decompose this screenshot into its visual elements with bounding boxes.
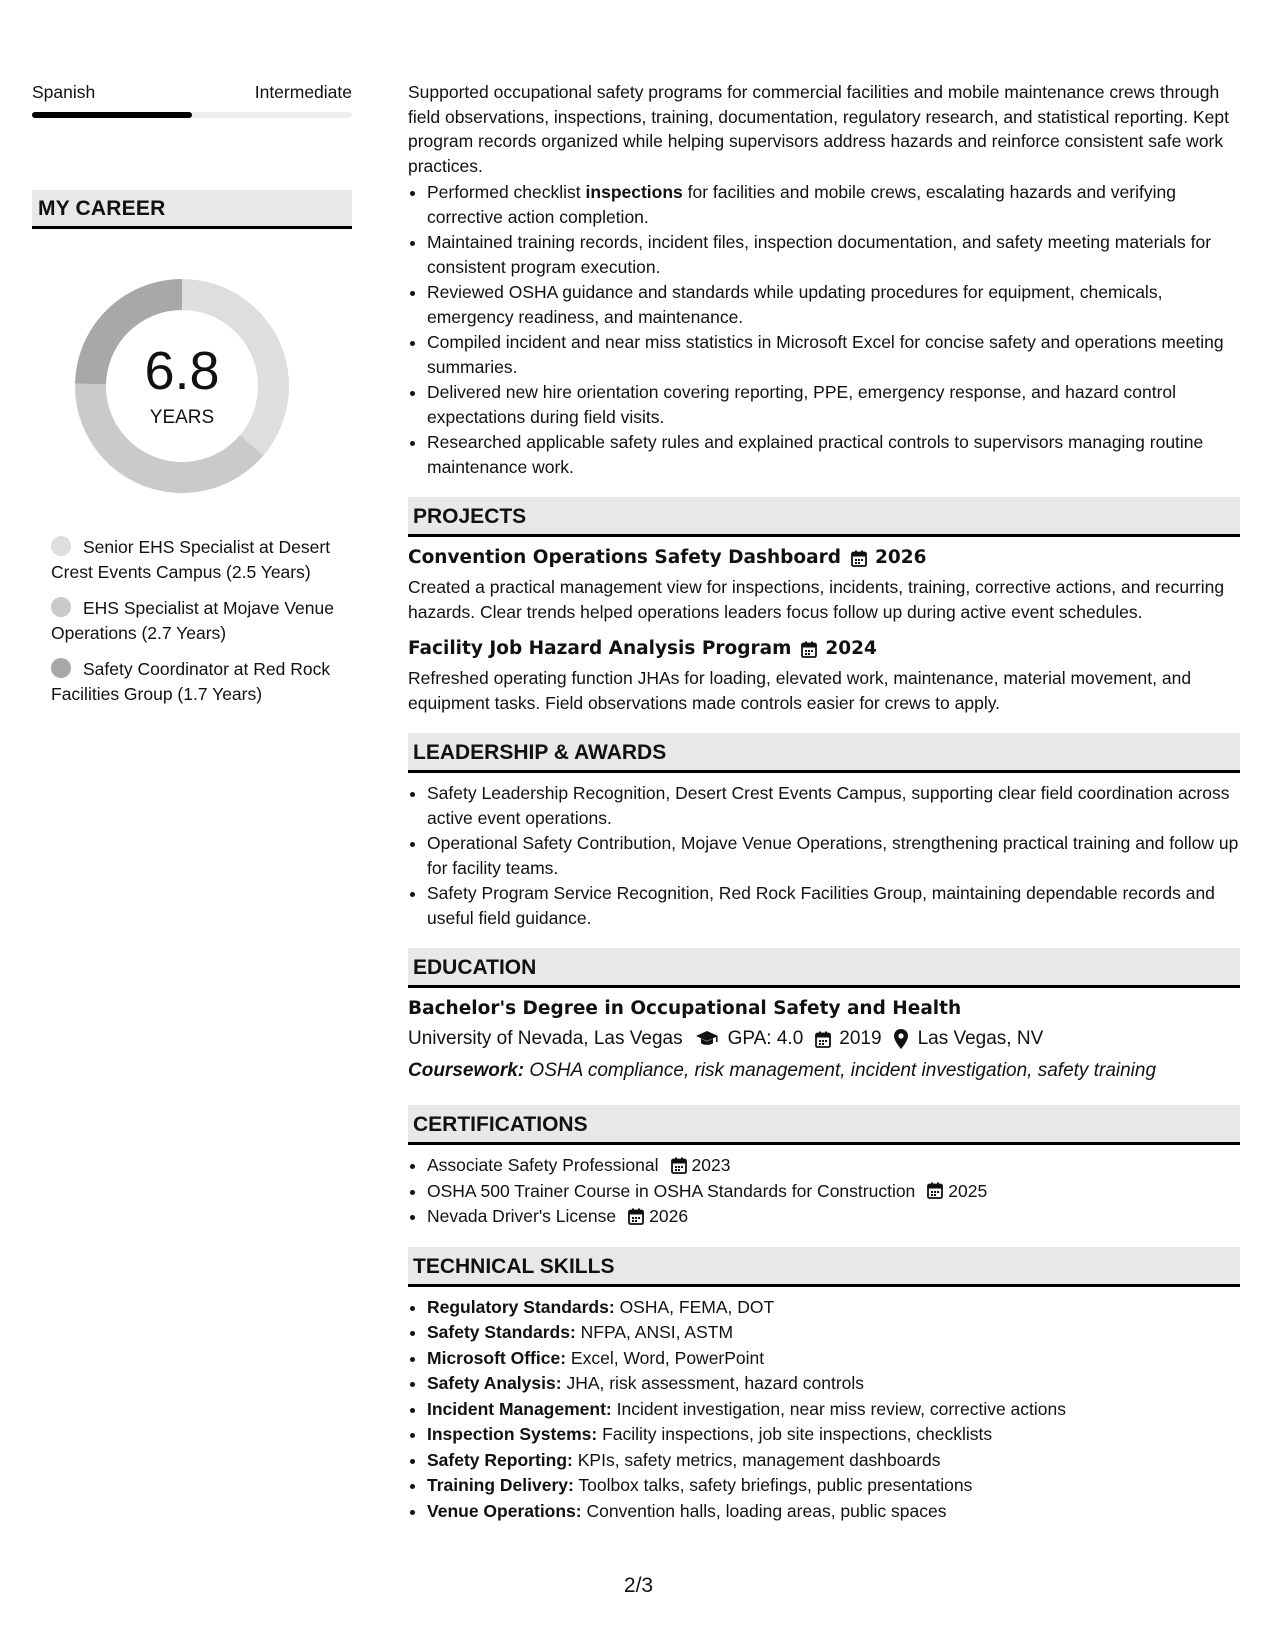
career-item-label: Safety Coordinator at Red Rock Facilities Group (1.7 Years) [51, 659, 331, 704]
certification-item [427, 1179, 1240, 1204]
career-item-label: Senior EHS Specialist at Desert Crest Events Campus (2.5 Years) [51, 537, 331, 582]
education-school: University of Nevada, Las Vegas [408, 1028, 683, 1049]
project-item [408, 545, 1240, 624]
education-details [408, 1025, 1240, 1053]
career-legend-item [51, 596, 352, 645]
projects-heading: PROJECTS [408, 497, 1240, 537]
main-content [408, 80, 1240, 1524]
skill-value: Facility inspections, job site inspections, checklists [602, 1424, 993, 1444]
map-pin-icon [894, 1029, 908, 1049]
skill-item [427, 1448, 1240, 1473]
bullet-text-post: for facilities and mobile crews, escalating hazards and verifying corrective action completion. [427, 182, 1176, 227]
skill-item [427, 1499, 1240, 1524]
skill-label: Microsoft Office: [427, 1347, 567, 1368]
leadership-item: • Operational Safety Contribution, Mojave Venue Operations, strengthening practical training and follow up for facility teams. [427, 831, 1240, 880]
language-name: Spanish [32, 82, 96, 102]
education-heading: EDUCATION [408, 948, 1240, 988]
language-proficiency-bar [32, 112, 352, 118]
skill-value: Excel, Word, PowerPoint [570, 1347, 765, 1368]
coursework-label: Coursework: [408, 1060, 525, 1081]
donut-center [67, 271, 297, 501]
project-year: 2024 [825, 638, 877, 659]
skill-label: Incident Management: [427, 1398, 612, 1419]
skill-item [427, 1346, 1240, 1371]
skill-value: OSHA, FEMA, DOT [619, 1296, 775, 1317]
skill-value: Incident investigation, near miss review, corrective actions [616, 1398, 1066, 1419]
career-item-label: EHS Specialist at Mojave Venue Operations (2.7 Years) [51, 598, 334, 643]
education-location-group [894, 1025, 1044, 1053]
experience-bullet: • Compiled incident and near miss statistics in Microsoft Excel for concise safety and operations meeting summaries. [427, 330, 1240, 379]
skill-value: Toolbox talks, safety briefings, public presentations [578, 1475, 973, 1495]
career-legend [32, 535, 352, 706]
bullet-text-pre: Performed checklist [427, 182, 586, 202]
experience-bullet: • Reviewed OSHA guidance and standards while updating procedures for equipment, chemicals, emergency readiness, and maintenance. [427, 280, 1240, 329]
certification-date [628, 1204, 688, 1229]
skill-item [427, 1371, 1240, 1396]
calendar-icon [851, 550, 867, 567]
certification-date [671, 1153, 731, 1178]
certification-item [427, 1204, 1240, 1229]
calendar-icon [628, 1208, 644, 1225]
skill-label: Venue Operations: [427, 1500, 582, 1521]
certification-year: 2023 [691, 1155, 731, 1175]
certifications-list [408, 1153, 1240, 1229]
skills-list [408, 1295, 1240, 1524]
experience-bullet: • Researched applicable safety rules and explained practical controls to supervisors managing routine maintenance work. [427, 430, 1240, 479]
leadership-heading: LEADERSHIP & AWARDS [408, 733, 1240, 773]
certifications-heading: CERTIFICATIONS [408, 1105, 1240, 1145]
certification-date [927, 1179, 987, 1204]
certification-name: • Associate Safety Professional [427, 1155, 659, 1175]
certification-year: 2025 [948, 1180, 988, 1201]
total-years-value: 6.8 [144, 341, 220, 401]
education-gpa: GPA: 4.0 [727, 1028, 804, 1049]
experience-bullet: • Maintained training records, incident files, inspection documentation, and safety meeting materials for consistent program execution. [427, 230, 1240, 279]
legend-dot-icon [51, 597, 71, 617]
certification-name: • OSHA 500 Trainer Course in OSHA Standards for Construction [427, 1180, 916, 1201]
experience-bullet: • Delivered new hire orientation covering reporting, PPE, emergency response, and hazard control expectations during field visits. [427, 380, 1240, 429]
career-donut-chart [67, 271, 297, 501]
leadership-item: • Safety Program Service Recognition, Red Rock Facilities Group, maintaining dependable records and useful field guidance. [427, 881, 1240, 930]
skill-value: KPIs, safety metrics, management dashboards [577, 1449, 941, 1470]
total-years-unit: YEARS [149, 407, 215, 428]
skill-label: Safety Reporting: [427, 1449, 573, 1470]
project-date [851, 545, 927, 571]
skill-label: Regulatory Standards: [427, 1296, 615, 1317]
skill-item [427, 1397, 1240, 1422]
education-coursework [408, 1057, 1240, 1085]
education-year-group [815, 1025, 881, 1053]
calendar-icon [927, 1182, 943, 1199]
career-heading: MY CAREER [32, 190, 352, 229]
skill-item [427, 1473, 1240, 1498]
coursework-text: OSHA compliance, risk management, incident investigation, safety training [529, 1060, 1157, 1081]
skill-value: NFPA, ANSI, ASTM [580, 1322, 734, 1342]
certification-year: 2026 [649, 1206, 689, 1226]
project-date [801, 636, 877, 662]
experience-summary: Supported occupational safety programs for commercial facilities and mobile maintenance crews through field observations, inspections, training, documentation, regulatory research, and statistical reporting. Kept program records organized while helping supervisors address hazards and reinforce consistent safe work practices. [408, 82, 1230, 176]
education-location: Las Vegas, NV [917, 1028, 1044, 1049]
skills-heading: TECHNICAL SKILLS [408, 1247, 1240, 1287]
calendar-icon [815, 1031, 831, 1048]
calendar-icon [671, 1157, 687, 1174]
project-title-row [408, 545, 1240, 571]
certification-name: • Nevada Driver's License [427, 1206, 617, 1226]
language-level: Intermediate [254, 82, 352, 102]
skill-item [427, 1320, 1240, 1345]
graduation-cap-icon [695, 1030, 719, 1048]
legend-dot-icon [51, 536, 71, 556]
leadership-item: • Safety Leadership Recognition, Desert Crest Events Campus, supporting clear field coordination across active event operations. [427, 781, 1240, 830]
language-proficiency-fill [32, 112, 192, 118]
experience-bullets [408, 180, 1240, 479]
calendar-icon [801, 641, 817, 658]
language-row [32, 80, 352, 104]
page-number: 2/3 [623, 1574, 654, 1597]
project-description: Created a practical management view for inspections, incidents, training, corrective actions, and recurring hazards. Clear trends helped operations leaders focus follow up during active event schedules. [408, 577, 1225, 622]
skill-label: Safety Analysis: [427, 1373, 562, 1393]
leadership-list [408, 781, 1240, 930]
skill-label: Training Delivery: [427, 1475, 574, 1495]
education-gpa-group [695, 1025, 804, 1053]
bullet-text-bold: inspections [585, 182, 683, 202]
certification-item [427, 1153, 1240, 1178]
project-year: 2026 [874, 547, 927, 568]
skill-value: JHA, risk assessment, hazard controls [566, 1373, 865, 1393]
project-title: Facility Job Hazard Analysis Program [408, 638, 792, 659]
project-title-row [408, 636, 1240, 662]
project-item [408, 636, 1240, 715]
sidebar [32, 80, 352, 718]
project-description: Refreshed operating function JHAs for loading, elevated work, maintenance, material movement, and equipment tasks. Field observations made controls easier for crews to apply. [408, 668, 1192, 713]
skill-item [427, 1295, 1240, 1320]
education-degree: Bachelor's Degree in Occupational Safety and Health [408, 998, 962, 1019]
education-year: 2019 [839, 1028, 882, 1049]
project-title: Convention Operations Safety Dashboard [408, 547, 841, 568]
legend-dot-icon [51, 658, 71, 678]
skill-label: Safety Standards: [427, 1322, 576, 1342]
experience-bullet [427, 180, 1240, 229]
skill-value: Convention halls, loading areas, public spaces [586, 1500, 947, 1521]
career-legend-item [51, 657, 352, 706]
skill-item [427, 1422, 1240, 1447]
skill-label: Inspection Systems: [427, 1424, 598, 1444]
career-legend-item [51, 535, 352, 584]
